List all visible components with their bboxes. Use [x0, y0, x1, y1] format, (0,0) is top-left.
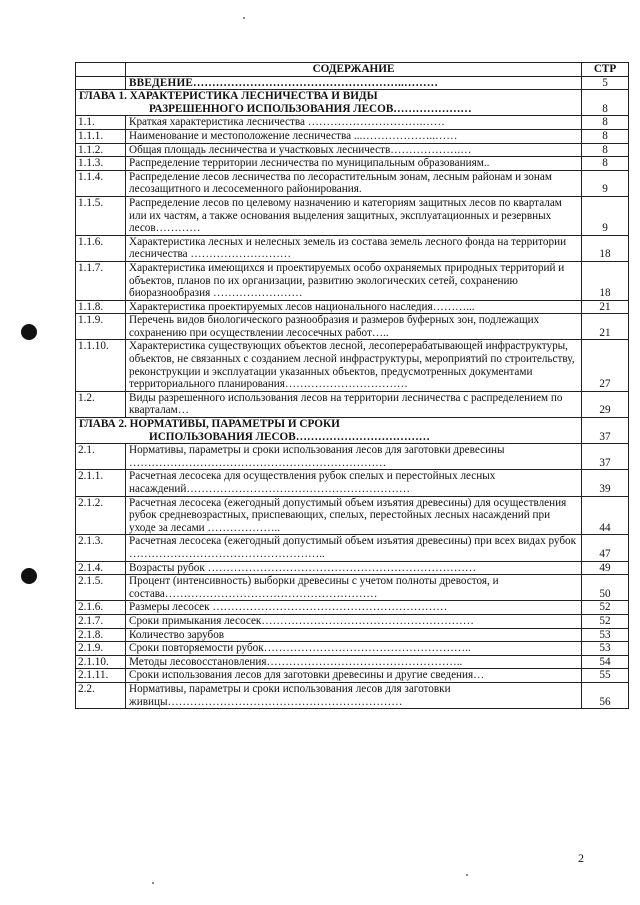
section-title: Характеристика лесных и нелесных земель из состава земель лесного фонда на территории лесничества ……………………… [126, 235, 582, 261]
section-number: 2.1.11. [76, 669, 126, 683]
section-title: Общая площадь лесничества и участковых лесничеств……………….… [126, 143, 582, 157]
section-page: 9 [582, 196, 629, 235]
toc-header-row [76, 63, 629, 77]
table-row [76, 157, 629, 171]
section-title: Количество зарубов [126, 628, 582, 642]
section-page: 49 [582, 561, 629, 575]
header-number-cell [76, 63, 126, 77]
binder-hole-bottom [21, 568, 37, 584]
table-row [76, 444, 629, 470]
section-page: 56 [582, 682, 629, 708]
scan-speck [466, 874, 468, 876]
section-page: 44 [582, 496, 629, 535]
section-number: 1.1.8. [76, 300, 126, 314]
page-number: 2 [578, 851, 584, 865]
toc-title: СОДЕРЖАНИЕ [126, 63, 582, 77]
table-row [76, 628, 629, 642]
section-number: 1.1.2. [76, 143, 126, 157]
section-number: 2.1.7. [76, 614, 126, 628]
section-number: 2.1.6. [76, 601, 126, 615]
table-row [76, 669, 629, 683]
intro-number-cell [76, 76, 126, 90]
section-page: 21 [582, 314, 629, 340]
section-page: 47 [582, 535, 629, 561]
section-title: Характеристика существующих объектов лесной, лесоперерабатывающей инфраструктуры, объектов, не связанных с созданием лесной инфраструктуры, мероприятий по строительству, реконструкции и эксплуатации указанных объектов, предусмотренных документами территориального планирования…………………………… [126, 340, 582, 391]
section-title: Возрасты рубок ……………………………………………………………… [126, 561, 582, 575]
table-row [76, 143, 629, 157]
table-row [76, 535, 629, 561]
table-row [76, 300, 629, 314]
section-page: 8 [582, 116, 629, 130]
section-number: 2.1.2. [76, 496, 126, 535]
chapter-2-title [76, 418, 582, 444]
section-page: 53 [582, 628, 629, 642]
section-title: Методы лесовосстановления…………………………………………….. [126, 655, 582, 669]
table-row [76, 561, 629, 575]
table-row [76, 196, 629, 235]
section-title: Характеристика имеющихся и проектируемых особо охраняемых природных территорий и объектов, планов по их организации, развитию экологических сетей, сохранению биоразнообразия …………………… [126, 261, 582, 300]
table-row [76, 642, 629, 656]
section-page: 39 [582, 470, 629, 496]
chapter-1-page: 8 [582, 90, 629, 116]
section-page: 52 [582, 614, 629, 628]
section-title: Нормативы, параметры и сроки использования лесов для заготовки древесины …………………………………………………………… [126, 444, 582, 470]
section-title: Виды разрешенного использования лесов на территории лесничества с распределением по кварталам… [126, 391, 582, 417]
section-page: 8 [582, 157, 629, 171]
table-row [76, 116, 629, 130]
section-title: Наименование и местоположение лесничества ...………………..…… [126, 129, 582, 143]
section-page: 27 [582, 340, 629, 391]
page-column-header: СТР [582, 63, 629, 77]
intro-page: 5 [582, 76, 629, 90]
section-number: 2.1.3. [76, 535, 126, 561]
section-page: 18 [582, 235, 629, 261]
chapter-2-row [76, 418, 629, 444]
toc-body [76, 76, 629, 709]
section-page: 8 [582, 143, 629, 157]
section-number: 1.1.9. [76, 314, 126, 340]
chapter-2-line2: ИСПОЛЬЗОВАНИЯ ЛЕСОВ……………………………… [149, 430, 430, 443]
section-page: 50 [582, 575, 629, 601]
section-title: Характеристика проектируемых лесов национального наследия………... [126, 300, 582, 314]
section-page: 55 [582, 669, 629, 683]
table-row [76, 170, 629, 196]
section-number: 2.1.9. [76, 642, 126, 656]
scan-speck [152, 882, 154, 884]
section-title: Распределение территории лесничества по муниципальным образованиям.. [126, 157, 582, 171]
chapter-1-line2: РАЗРЕШЕННОГО ИСПОЛЬЗОВАНИЯ ЛЕСОВ………………… [149, 102, 472, 115]
section-title: Сроки использования лесов для заготовки древесины и другие сведения… [126, 669, 582, 683]
table-row [76, 496, 629, 535]
intro-row [76, 76, 629, 90]
section-number: 1.1.6. [76, 235, 126, 261]
section-page: 8 [582, 129, 629, 143]
intro-label: ВВЕДЕНИЕ………………………………………………..……… [126, 76, 582, 90]
table-row [76, 655, 629, 669]
section-title: Нормативы, параметры и сроки использования лесов для заготовки живицы……………………………………………………… [126, 682, 582, 708]
section-page: 52 [582, 601, 629, 615]
section-page: 53 [582, 642, 629, 656]
section-page: 18 [582, 261, 629, 300]
table-row [76, 682, 629, 708]
section-number: 1.1.10. [76, 340, 126, 391]
section-number: 1.1.1. [76, 129, 126, 143]
section-title: Процент (интенсивность) выборки древесины с учетом полноты древостоя, и состава………………………………………………… [126, 575, 582, 601]
table-row [76, 235, 629, 261]
table-row [76, 470, 629, 496]
section-title: Распределение лесов по целевому назначению и категориям защитных лесов по кварталам или их частям, а также основания выделения защитных, эксплуатационных и резервных лесов………… [126, 196, 582, 235]
scan-speck [243, 17, 245, 19]
table-row [76, 391, 629, 417]
section-title: Расчетная лесосека (ежегодный допустимый объем изъятия древесины) при всех видах рубок …………………………………………….. [126, 535, 582, 561]
section-title: Распределение лесов лесничества по лесорастительным зонам, лесным районам и зонам лесозащитного и лесосеменного районирования. [126, 170, 582, 196]
section-title: Сроки примыкания лесосек………………………………………………… [126, 614, 582, 628]
table-row [76, 314, 629, 340]
section-number: 1.1.3. [76, 157, 126, 171]
section-page: 54 [582, 655, 629, 669]
section-number: 2.2. [76, 682, 126, 708]
section-title: Краткая характеристика лесничества ………………………….…… [126, 116, 582, 130]
section-page: 21 [582, 300, 629, 314]
table-row [76, 614, 629, 628]
section-number: 2.1.8. [76, 628, 126, 642]
table-row [76, 129, 629, 143]
section-title: Расчетная лесосека для осуществления рубок спелых и перестойных лесных насаждений…………………………………………………… [126, 470, 582, 496]
section-number: 1.1.5. [76, 196, 126, 235]
section-number: 2.1.10. [76, 655, 126, 669]
table-row [76, 261, 629, 300]
section-number: 2.1.4. [76, 561, 126, 575]
section-page: 29 [582, 391, 629, 417]
section-number: 1.1. [76, 116, 126, 130]
section-title: Сроки повторяемости рубок……………………………………………….. [126, 642, 582, 656]
table-of-contents [75, 62, 629, 709]
table-row [76, 575, 629, 601]
section-title: Расчетная лесосека (ежегодный допустимый объем изъятия древесины) для осуществления рубок средневозрастных, приспевающих, спелых, перестойных лесных насаждений при уходе за лесами ……………….. [126, 496, 582, 535]
section-title: Перечень видов биологического разнообразия и размеров буферных зон, подлежащих сохранению при осуществлении лесосечных работ….. [126, 314, 582, 340]
chapter-1-line1: ГЛАВА 1. ХАРАКТЕРИСТИКА ЛЕСНИЧЕСТВА И ВИДЫ [79, 90, 378, 103]
section-number: 1.1.4. [76, 170, 126, 196]
section-page: 9 [582, 170, 629, 196]
section-number: 1.2. [76, 391, 126, 417]
section-page: 37 [582, 444, 629, 470]
binder-hole-top [21, 324, 37, 340]
chapter-1-row [76, 90, 629, 116]
section-number: 1.1.7. [76, 261, 126, 300]
section-number: 2.1.1. [76, 470, 126, 496]
chapter-2-line1: ГЛАВА 2. НОРМАТИВЫ, ПАРАМЕТРЫ И СРОКИ [79, 418, 340, 431]
chapter-1-title [76, 90, 582, 116]
table-row [76, 340, 629, 391]
table-row [76, 601, 629, 615]
section-number: 2.1. [76, 444, 126, 470]
section-title: Размеры лесосек ……………………………………………………… [126, 601, 582, 615]
section-number: 2.1.5. [76, 575, 126, 601]
chapter-2-page: 37 [582, 418, 629, 444]
